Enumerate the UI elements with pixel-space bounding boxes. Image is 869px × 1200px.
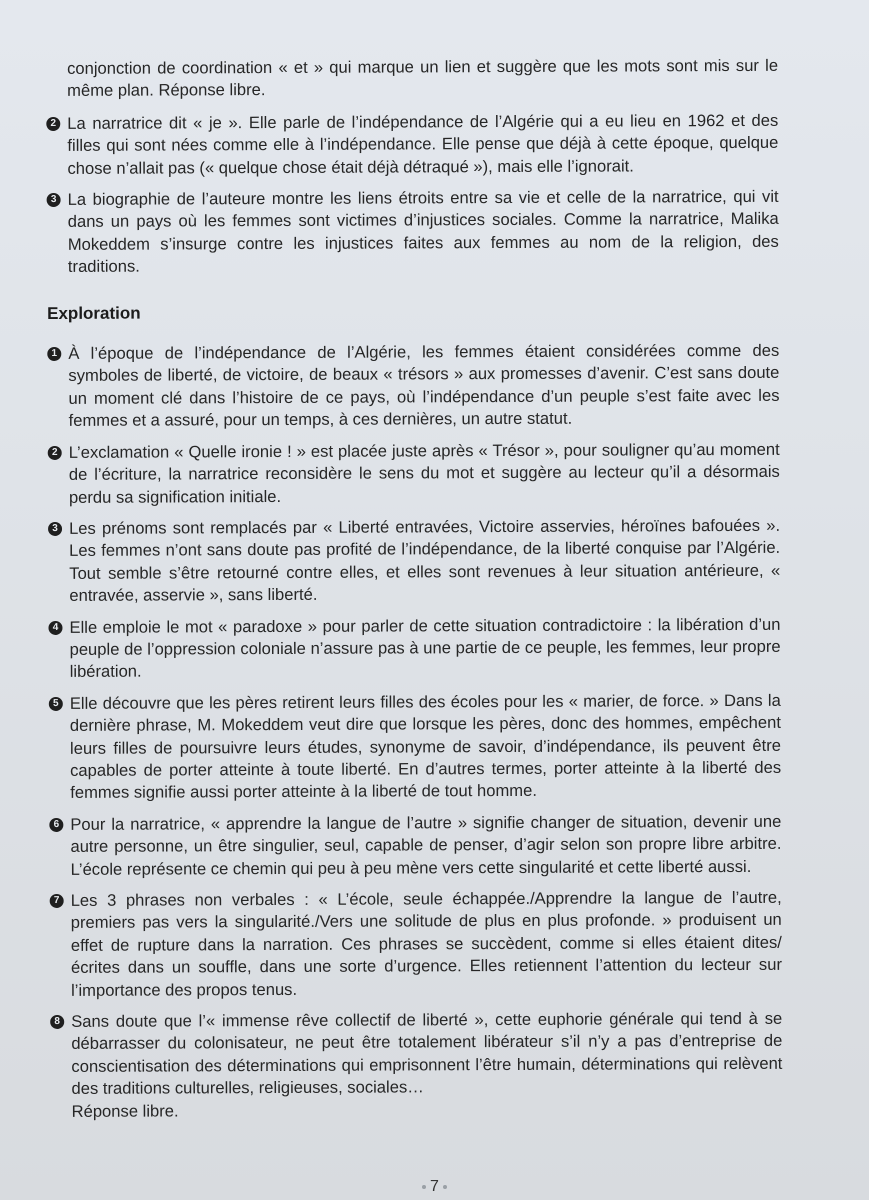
- number-2-icon: 2: [46, 117, 60, 131]
- number-2-icon: 2: [48, 446, 62, 460]
- item-text: À l’époque de l’indépendance de l’Algérie, les femmes étaient considérées comme des symboles de liberté, de victoire, de beaux « trésors » aux promesses d’avenir. C’est sans doute un moment clé dans l’histoire de ce pays, où l’indépendance d’un peuple s’est faite avec les femmes et a assuré, pour un temps, à ces dernières, un autre statut.: [68, 340, 780, 431]
- exploration-item-7: [50, 887, 782, 1002]
- item-text: Pour la narratrice, « apprendre la langue de l’autre » signifie changer de situation, devenir une autre personne, un être singulier, seul, capable de penser, d’agir selon son propre libre arbitre. L’école représente ce chemin qui peu à peu mène vers cette singularité et cette liberté aussi.: [70, 811, 782, 879]
- exploration-item-2: [48, 438, 780, 508]
- item-text: La narratrice dit « je ». Elle parle de l’indépendance de l’Algérie qui a eu lieu en 1962 et des filles qui sont nées comme elle à l’indépendance. Elle pense que déjà à cette époque, quelque chose n’allait pas (« quelque chose était déjà détraqué »), mais elle l’ignorait.: [67, 110, 779, 178]
- exploration-item-4: [48, 613, 780, 683]
- number-6-icon: 6: [49, 818, 63, 832]
- item-text: Elle emploie le mot « paradoxe » pour parler de cette situation contradictoire : la libération d’un peuple de l’oppression coloniale n’assure pas à une partie de ce peuple, les femmes, leur propre libération.: [69, 614, 781, 682]
- page-footer: [0, 1178, 869, 1196]
- exploration-item-5: [49, 690, 781, 805]
- number-8-icon: 8: [50, 1015, 64, 1029]
- item-text: Elle découvre que les pères retirent leurs filles des écoles pour les « marier, de force. » Dans la dernière phrase, M. Mokeddem veut dire que lorsque les pères, donc des hommes, empêchent leurs filles de poursuivre leurs études, synonyme de savoir, d’indépendance, ils peuvent être capables de porter atteinte à toute liberté. En d’autres termes, porter atteinte à la liberté des femmes signifie aussi porter atteinte à la liberté de tout homme.: [69, 690, 782, 803]
- item-text: Les prénoms sont remplacés par « Liberté entravées, Victoire asservies, héroïnes bafouées ». Les femmes n’ont sans doute pas profité de l’indépendance, de la liberté conquise par l’Algérie. Tout semble s’être retourné contre elles, et elles sont revenues à leur situation antérieure, « entravée, asservie », sans liberté.: [69, 515, 781, 606]
- number-7-icon: 7: [50, 894, 64, 908]
- item-extra-text: Réponse libre.: [71, 1101, 179, 1121]
- number-3-icon: 3: [48, 522, 62, 536]
- item-text: Les 3 phrases non verbales : « L’école, seule échappée./Apprendre la langue de l’autre, premiers pas vers la singularité./Vers une solitude de plus en plus profonde. » produisent un effet de rupture dans la narration. Ces phrases se succèdent, comme si elles étaient dites/écrites dans un souffle, dans une sorte d’urgence. Elles retiennent l’attention du lecteur sur l’importance des propos tenus.: [70, 887, 783, 1000]
- number-4-icon: 4: [48, 620, 62, 634]
- intro-item-2: [46, 110, 778, 180]
- page-number: 7: [430, 1178, 439, 1195]
- number-3-icon: 3: [47, 193, 61, 207]
- number-1-icon: 1: [47, 347, 61, 361]
- item-text: Sans doute que l’« immense rêve collectif de liberté », cette euphorie générale qui tend à se débarrasser du colonisateur, ne peut être totalement libérateur s’il n’y a pas d’entreprise de conscientisation des déterminations qui emprisonnent l’être humain, déterminations qui relèvent des traditions culturelles, religieuses, sociales…: [71, 1008, 783, 1099]
- number-5-icon: 5: [49, 697, 63, 711]
- intro-item-3: [47, 186, 779, 279]
- exploration-item-8: [50, 1008, 782, 1123]
- document-page: [46, 55, 783, 1132]
- section-heading-exploration: Exploration: [47, 303, 141, 323]
- bullet-dot-icon: [443, 1185, 447, 1189]
- exploration-item-6: [49, 811, 781, 881]
- continuation-paragraph: conjonction de coordination « et » qui marque un lien et suggère que les mots sont mis sur le même plan. Réponse libre.: [67, 55, 779, 101]
- item-text: La biographie de l’auteure montre les liens étroits entre sa vie et celle de la narratrice, qui vit dans un pays où les femmes sont victimes d’injustices sociales. Comme la narratrice, Malika Mokeddem s’insurge contre les injustices faites aux femmes au nom de la religion, des traditions.: [67, 186, 779, 277]
- exploration-item-3: [48, 515, 780, 608]
- item-text: L’exclamation « Quelle ironie ! » est placée juste après « Trésor », pour souligner qu’au moment de l’écriture, la narratrice reconsidère le sens du mot et suggère au lecteur qu’il a désormais perdu sa signification initiale.: [68, 439, 780, 507]
- bullet-dot-icon: [422, 1185, 426, 1189]
- exploration-item-1: [47, 340, 779, 433]
